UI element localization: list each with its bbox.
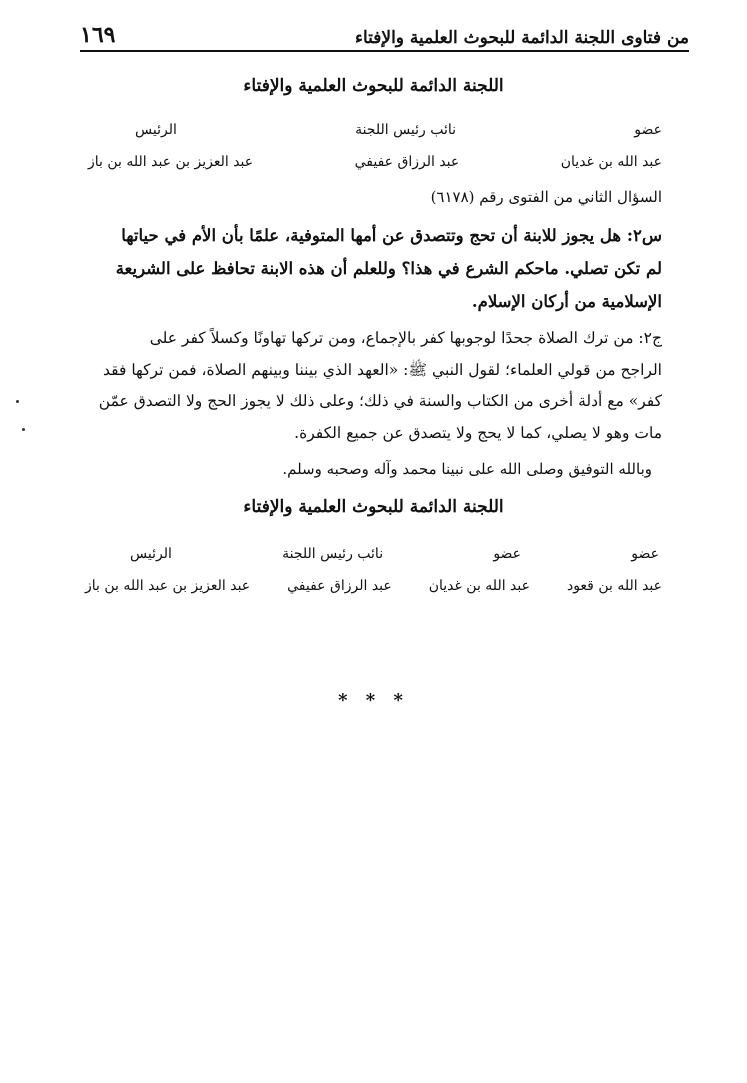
second-question-label: السؤال الثاني من الفتوى رقم (٦١٧٨) bbox=[430, 188, 662, 206]
signature-names-second bbox=[85, 578, 662, 594]
name-chairman-2: عبد العزيز بن عبد الله بن باز bbox=[85, 578, 251, 594]
answer-line-3: كفر» مع أدلة أخرى من الكتاب والسنة في ذلك؛ وعلى ذلك لا يجوز الحج ولا التصدق عمّن bbox=[98, 392, 662, 410]
answer-line-2: الراجح من قولي العلماء؛ لقول النبي ﷺ: «العهد الذي بيننا وبينهم الصلاة، فمن تركها فقد bbox=[103, 361, 662, 379]
running-title: من فتاوى اللجنة الدائمة للبحوث العلمية والإفتاء bbox=[354, 28, 689, 48]
name-vice-chairman-2: عبد الرزاق عفيفي bbox=[287, 578, 392, 594]
signature-names-first bbox=[88, 154, 662, 170]
question-line-3: الإسلامية من أركان الإسلام. bbox=[471, 292, 662, 311]
role-vice-chairman-2: نائب رئيس اللجنة bbox=[282, 546, 384, 562]
page-header bbox=[80, 14, 689, 52]
answer-line-4: مات وهو لا يصلي، كما لا يحج ولا يتصدق عن جميع الكفرة. bbox=[294, 424, 662, 442]
committee-title-second: اللجنة الدائمة للبحوث العلمية والإفتاء bbox=[243, 497, 504, 517]
signature-roles-second bbox=[130, 546, 659, 562]
scan-speck bbox=[22, 428, 25, 431]
role-chairman: الرئيس bbox=[135, 122, 177, 138]
role-vice-chairman: نائب رئيس اللجنة bbox=[355, 122, 457, 138]
role-member-2: عضو bbox=[493, 546, 522, 562]
page-number: ١٦٩ bbox=[80, 22, 116, 48]
role-member: عضو bbox=[634, 122, 662, 138]
name-vice-chairman: عبد الرزاق عفيفي bbox=[354, 154, 460, 170]
question-line-2: لم تكن تصلي. ماحكم الشرع في هذا؟ وللعلم أن هذه الابنة تحافظ على الشريعة bbox=[115, 259, 662, 278]
name-chairman: عبد العزيز بن عبد الله بن باز bbox=[88, 154, 254, 170]
committee-title: اللجنة الدائمة للبحوث العلمية والإفتاء bbox=[243, 76, 504, 96]
scan-speck bbox=[16, 400, 19, 403]
answer-line-1: ج٢: من ترك الصلاة جحدًا لوجوبها كفر بالإجماع، ومن تركها تهاونًا وكسلاً كفر على bbox=[149, 329, 662, 347]
question-line-1: س٢: هل يجوز للابنة أن تحج وتتصدق عن أمها المتوفية، علمًا بأن الأم في حياتها bbox=[121, 226, 662, 245]
section-separator: * * * bbox=[338, 690, 409, 711]
role-member-1: عضو bbox=[631, 546, 659, 562]
name-member-1: عبد الله بن قعود bbox=[566, 578, 662, 594]
role-chairman-2: الرئيس bbox=[130, 546, 172, 562]
signature-roles-first bbox=[135, 122, 662, 138]
closing-prayer: وبالله التوفيق وصلى الله على نبينا محمد وآله وصحبه وسلم. bbox=[282, 460, 652, 478]
name-member: عبد الله بن غديان bbox=[560, 154, 662, 170]
name-member-2: عبد الله بن غديان bbox=[428, 578, 530, 594]
